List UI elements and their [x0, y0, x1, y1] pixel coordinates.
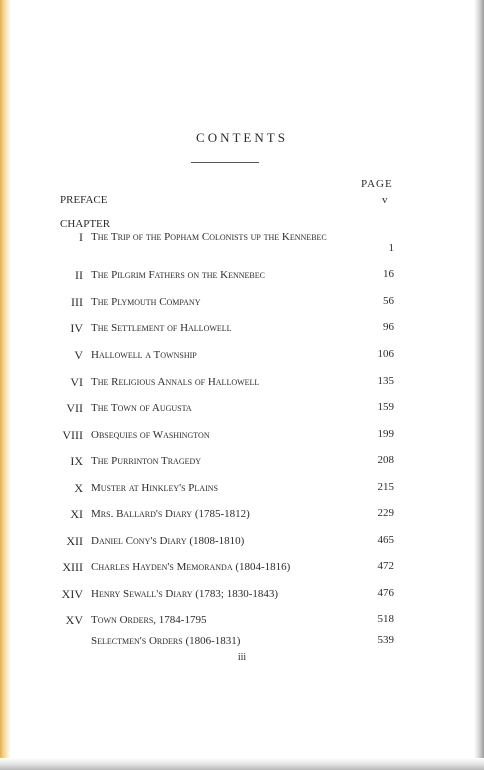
chapter-number: II	[75, 268, 83, 282]
chapter-page: 1	[388, 242, 394, 254]
chapter-title: The Town of Augusta	[91, 402, 192, 414]
chapter-number: VII	[66, 401, 83, 415]
chapter-title: Selectmen's Orders (1806-1831)	[91, 635, 241, 647]
chapter-number: XI	[70, 507, 83, 521]
chapter-number: VI	[70, 375, 83, 389]
chapter-title: The Plymouth Company	[91, 296, 201, 308]
chapter-column-header: CHAPTER	[60, 218, 111, 230]
chapter-number: X	[74, 481, 83, 495]
chapter-number: XII	[66, 534, 83, 548]
chapter-page: 229	[377, 507, 394, 519]
chapter-title: The Religious Annals of Hallowell	[91, 376, 260, 388]
chapter-page: 476	[377, 587, 394, 599]
chapter-page: 159	[377, 401, 394, 413]
preface-page: v	[382, 194, 388, 206]
chapter-title: The Pilgrim Fathers on the Kennebec	[91, 269, 265, 281]
chapter-page: 199	[377, 428, 394, 440]
page-column-header: PAGE	[361, 178, 393, 190]
chapter-number: I	[79, 230, 83, 244]
chapter-title: Obsequies of Washington	[91, 429, 210, 441]
chapter-title: The Trip of the Popham Colonists up the Kennebec	[91, 231, 327, 243]
chapter-page: 96	[383, 321, 394, 333]
chapter-title: Henry Sewall's Diary (1783; 1830-1843)	[91, 588, 279, 600]
chapter-page: 106	[377, 348, 394, 360]
chapter-page: 208	[377, 454, 394, 466]
chapter-number: IV	[70, 321, 83, 335]
chapter-title: The Purrinton Tragedy	[91, 455, 202, 467]
chapter-page: 465	[377, 534, 394, 546]
chapter-number: IX	[70, 454, 83, 468]
page-title: CONTENTS	[196, 130, 288, 145]
chapter-title: Mrs. Ballard's Diary (1785-1812)	[91, 508, 250, 520]
chapter-title: Hallowell a Township	[91, 349, 197, 361]
chapter-title: Muster at Hinkley's Plains	[91, 482, 218, 494]
chapter-number: XIII	[62, 560, 83, 574]
chapter-page: 472	[377, 560, 394, 572]
chapter-title: The Settlement of Hallowell	[91, 322, 232, 334]
chapter-page: 215	[377, 481, 394, 493]
title-rule	[191, 162, 259, 163]
chapter-number: V	[74, 348, 83, 362]
chapter-page: 56	[383, 295, 394, 307]
chapter-number: VIII	[62, 428, 83, 442]
preface-label: PREFACE	[60, 194, 108, 206]
page-folio: iii	[237, 652, 247, 663]
chapter-number: XIV	[61, 587, 83, 601]
chapter-title: Daniel Cony's Diary (1808-1810)	[91, 535, 245, 547]
chapter-page: 518	[377, 613, 394, 625]
chapter-number: XV	[65, 613, 83, 627]
chapter-page: 16	[383, 268, 394, 280]
chapter-number: III	[71, 295, 83, 309]
page-edge-bottom	[0, 758, 484, 770]
chapter-title: Charles Hayden's Memoranda (1804-1816)	[91, 561, 291, 573]
chapter-title: Town Orders, 1784-1795	[91, 614, 207, 626]
chapter-page: 539	[377, 634, 394, 646]
chapter-page: 135	[377, 375, 394, 387]
